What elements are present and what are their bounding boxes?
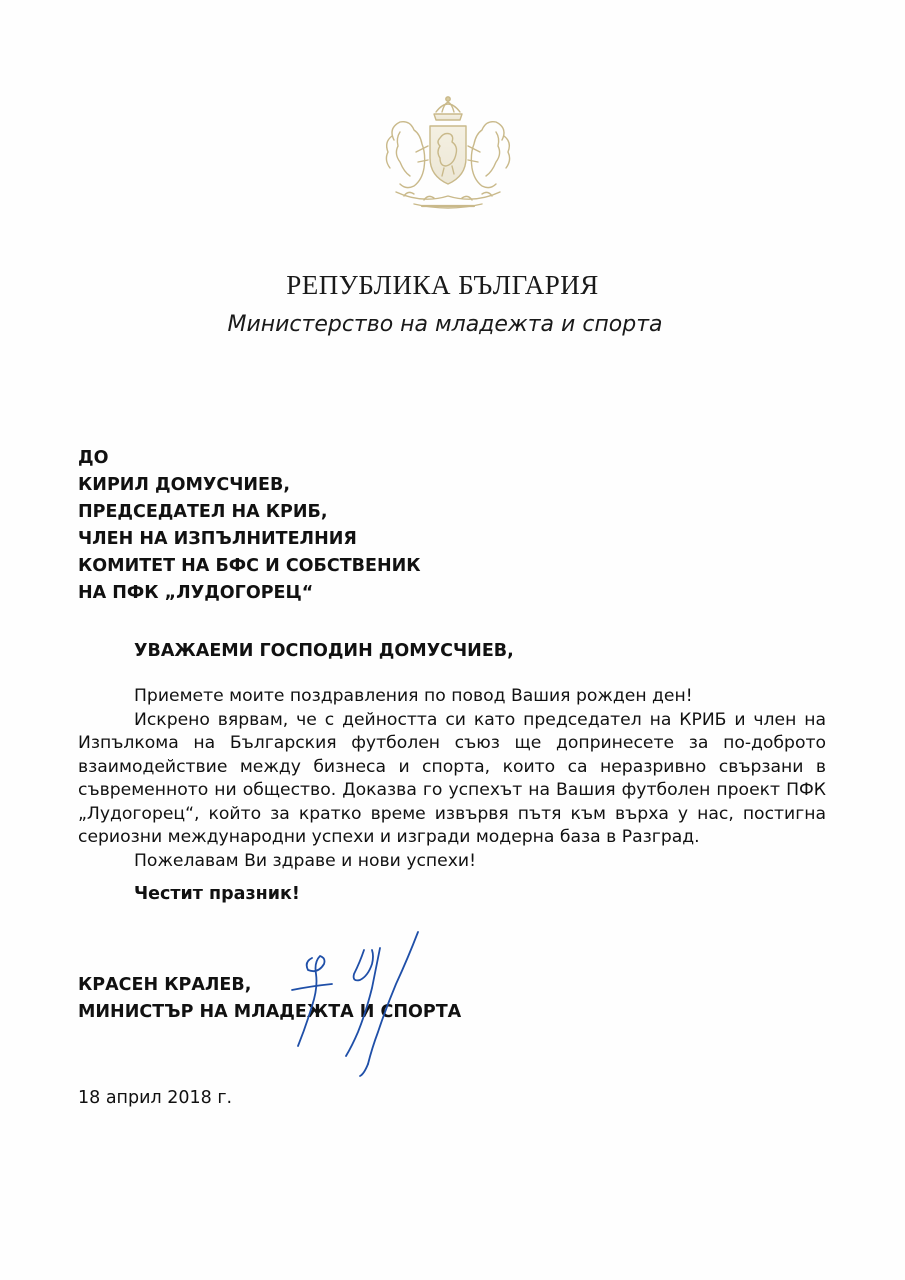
addressee-line: КОМИТЕТ НА БФС И СОБСТВЕНИК: [78, 556, 421, 576]
body-paragraph: Искрено вярвам, че с дейността си като председател на КРИБ и член на Изпълкома на Българския футболен съюз ще допринесете за по-доброто взаимодействие между бизнеса и спорта, които са неразривно свързани в съвременното ни общество. Доказва го успехът на Вашия футболен проект ПФК „Лудогорец“, който за кратко време извървя пътя към върха у нас, постигна сериозни международни успехи и изгради модерна база в Разград.: [78, 709, 826, 847]
addressee-line: ЧЛЕН НА ИЗПЪЛНИТЕЛНИЯ: [78, 529, 357, 549]
signer-title: МИНИСТЪР НА МЛАДЕЖТА И СПОРТА: [78, 1002, 462, 1022]
republic-heading: РЕПУБЛИКА БЪЛГАРИЯ: [286, 270, 599, 300]
addressee-line: ДО: [78, 448, 109, 468]
body-paragraph: Пожелавам Ви здраве и нови успехи!: [134, 850, 476, 871]
letter-body: [78, 685, 826, 873]
addressee-block: [78, 445, 421, 607]
letter-date: 18 април 2018 г.: [78, 1088, 233, 1108]
body-paragraph: Приемете моите поздравления по повод Вашия рожден ден!: [134, 686, 693, 706]
addressee-line: ПРЕДСЕДАТЕЛ НА КРИБ,: [78, 502, 328, 522]
handwritten-signature-icon: [268, 928, 438, 1078]
salutation: УВАЖАЕМИ ГОСПОДИН ДОМУСЧИЕВ,: [134, 641, 514, 661]
signer-name: КРАСЕН КРАЛЕВ,: [78, 975, 252, 995]
addressee-line: КИРИЛ ДОМУСЧИЕВ,: [78, 475, 290, 495]
ministry-heading: Министерство на младежта и спорта: [227, 312, 663, 337]
addressee-line: НА ПФК „ЛУДОГОРЕЦ“: [78, 583, 314, 603]
closing-greeting: Честит празник!: [134, 884, 300, 904]
bulgaria-coat-of-arms-icon: [374, 92, 522, 214]
